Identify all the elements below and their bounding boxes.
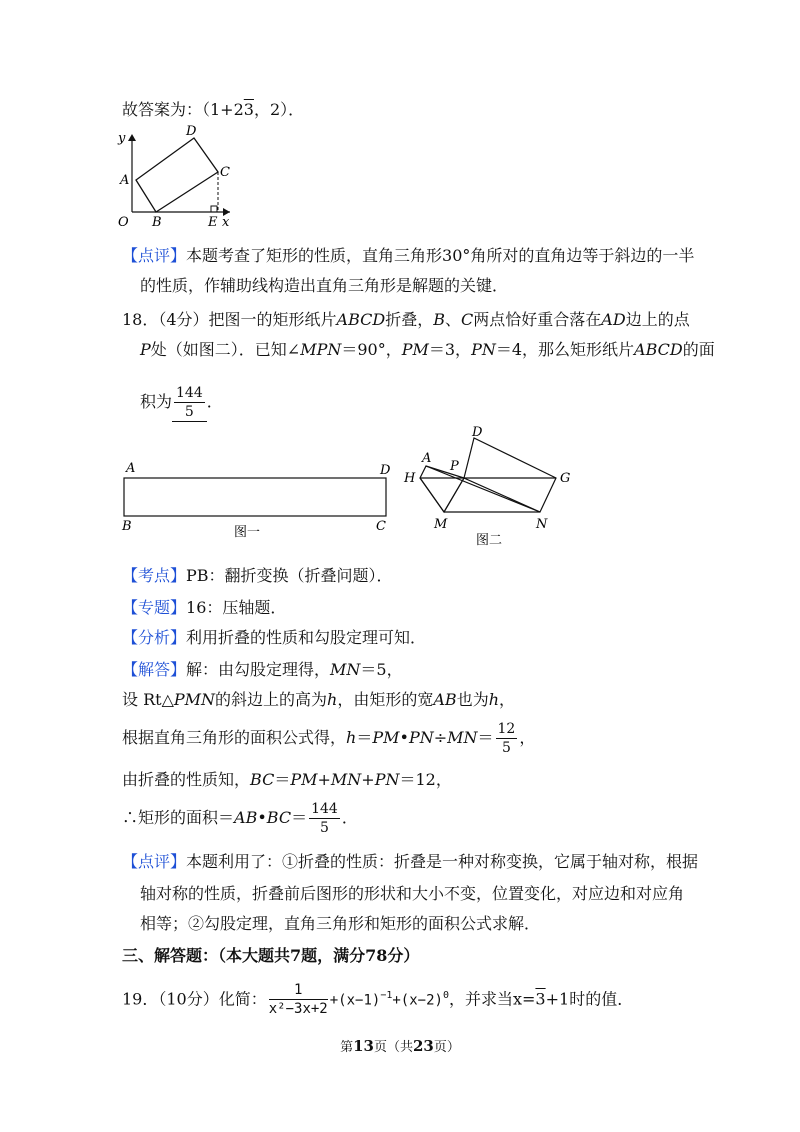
fraction-12-5: $\frac{12}{5}$ <box>497 721 516 756</box>
q18-line2: P处（如图二）．已知∠MPN＝90°，PM＝3，PN＝4，那么矩形纸片ABCD的面 <box>140 340 715 359</box>
label-A: A <box>120 173 130 188</box>
jieda-line5: ∴矩形的面积＝AB•BC＝ $\frac{144}{5}$ ． <box>122 801 358 836</box>
answer-fraction: $\frac{144}{5}$ <box>176 385 203 420</box>
review-18-line2: 轴对称的性质，折叠前后图形的形状和大小不变，位置变化，对应边和对应角 <box>140 884 685 903</box>
sqrt-3: 3 <box>243 100 254 119</box>
page-footer: 第13页（共23页） <box>340 1037 460 1055</box>
zhuanti-line: 【专题】16：压轴题． <box>122 598 287 617</box>
fig2-label-N: N <box>536 517 548 532</box>
review-18-line3: 相等；②勾股定理，直角三角形和矩形的面积公式求解． <box>140 914 541 933</box>
fig2-label-H: H <box>404 471 416 486</box>
coordinate-figure <box>112 122 242 230</box>
fig2-label-P: P <box>450 459 459 474</box>
fraction-144-5: $\frac{144}{5}$ <box>311 801 338 836</box>
figure-one <box>112 458 402 544</box>
answer-line: 故答案为：（1+23，2）． <box>122 100 305 119</box>
q18-line1: 18．（4分）把图一的矩形纸片ABCD折叠，B、C两点恰好重合落在AD边上的点 <box>122 310 690 329</box>
fig2-label-D: D <box>472 425 483 440</box>
fig1-caption: 图一 <box>234 525 261 540</box>
fig1-label-A: A <box>126 461 136 476</box>
fig2-label-G: G <box>560 471 571 486</box>
answer-blank <box>172 384 207 422</box>
fraction-q19: $\frac{1}{\text{x²−3x+2}}$ <box>268 982 328 1018</box>
label-x: x <box>222 215 230 230</box>
review-17-line2: 的性质，作辅助线构造出直角三角形是解题的关键． <box>140 276 509 295</box>
page-number: 13 <box>353 1037 374 1055</box>
page-total: 23 <box>413 1037 434 1055</box>
fig1-label-D: D <box>380 463 391 478</box>
label-C: C <box>220 165 230 180</box>
q18-line3: 积为 $\frac{144}{5}$ ． <box>140 385 223 420</box>
jieda-line1: 【解答】解：由勾股定理得，MN＝5， <box>122 660 403 679</box>
label-D: D <box>186 124 197 139</box>
review-tag: 【点评】 <box>122 246 187 265</box>
review-18-line1: 【点评】本题利用了：①折叠的性质：折叠是一种对称变换，它属于轴对称，根据 <box>122 852 699 871</box>
label-E: E <box>208 215 218 230</box>
kaodian-line: 【考点】PB：翻折变换（折叠问题）． <box>122 566 393 585</box>
label-y: y <box>118 131 126 146</box>
q19-line: 19．（10分）化简： $\frac{1}{\text{x²−3x+2}}$ $+(x-1)^{-1}+(x-2)^0$，并求当x=3+1时的值． <box>122 982 634 1018</box>
label-B: B <box>152 215 162 230</box>
fig1-label-B: B <box>122 519 132 534</box>
figure-two <box>398 424 584 552</box>
sqrt-3-q19: 3 <box>535 989 546 1009</box>
jieda-line4: 由折叠的性质知，BC＝PM+MN+PN＝12， <box>122 770 452 789</box>
fig1-label-C: C <box>376 519 386 534</box>
section-heading: 三、解答题：（本大题共7题，满分78分） <box>122 946 420 965</box>
label-O: O <box>118 215 129 230</box>
fig2-caption: 图二 <box>476 533 503 548</box>
fig2-label-M: M <box>434 517 448 532</box>
review-17-line1: 【点评】本题考查了矩形的性质，直角三角形30°角所对的直角边等于斜边的一半 <box>122 246 695 265</box>
fenxi-line: 【分析】利用折叠的性质和勾股定理可知． <box>122 628 427 647</box>
jieda-line3: 根据直角三角形的面积公式得，h＝PM•PN÷MN＝ $\frac{12}{5}$ ， <box>122 721 536 756</box>
fig2-label-A: A <box>422 451 432 466</box>
jieda-line2: 设 Rt△PMN的斜边上的高为h，由矩形的宽AB也为h， <box>122 690 516 709</box>
